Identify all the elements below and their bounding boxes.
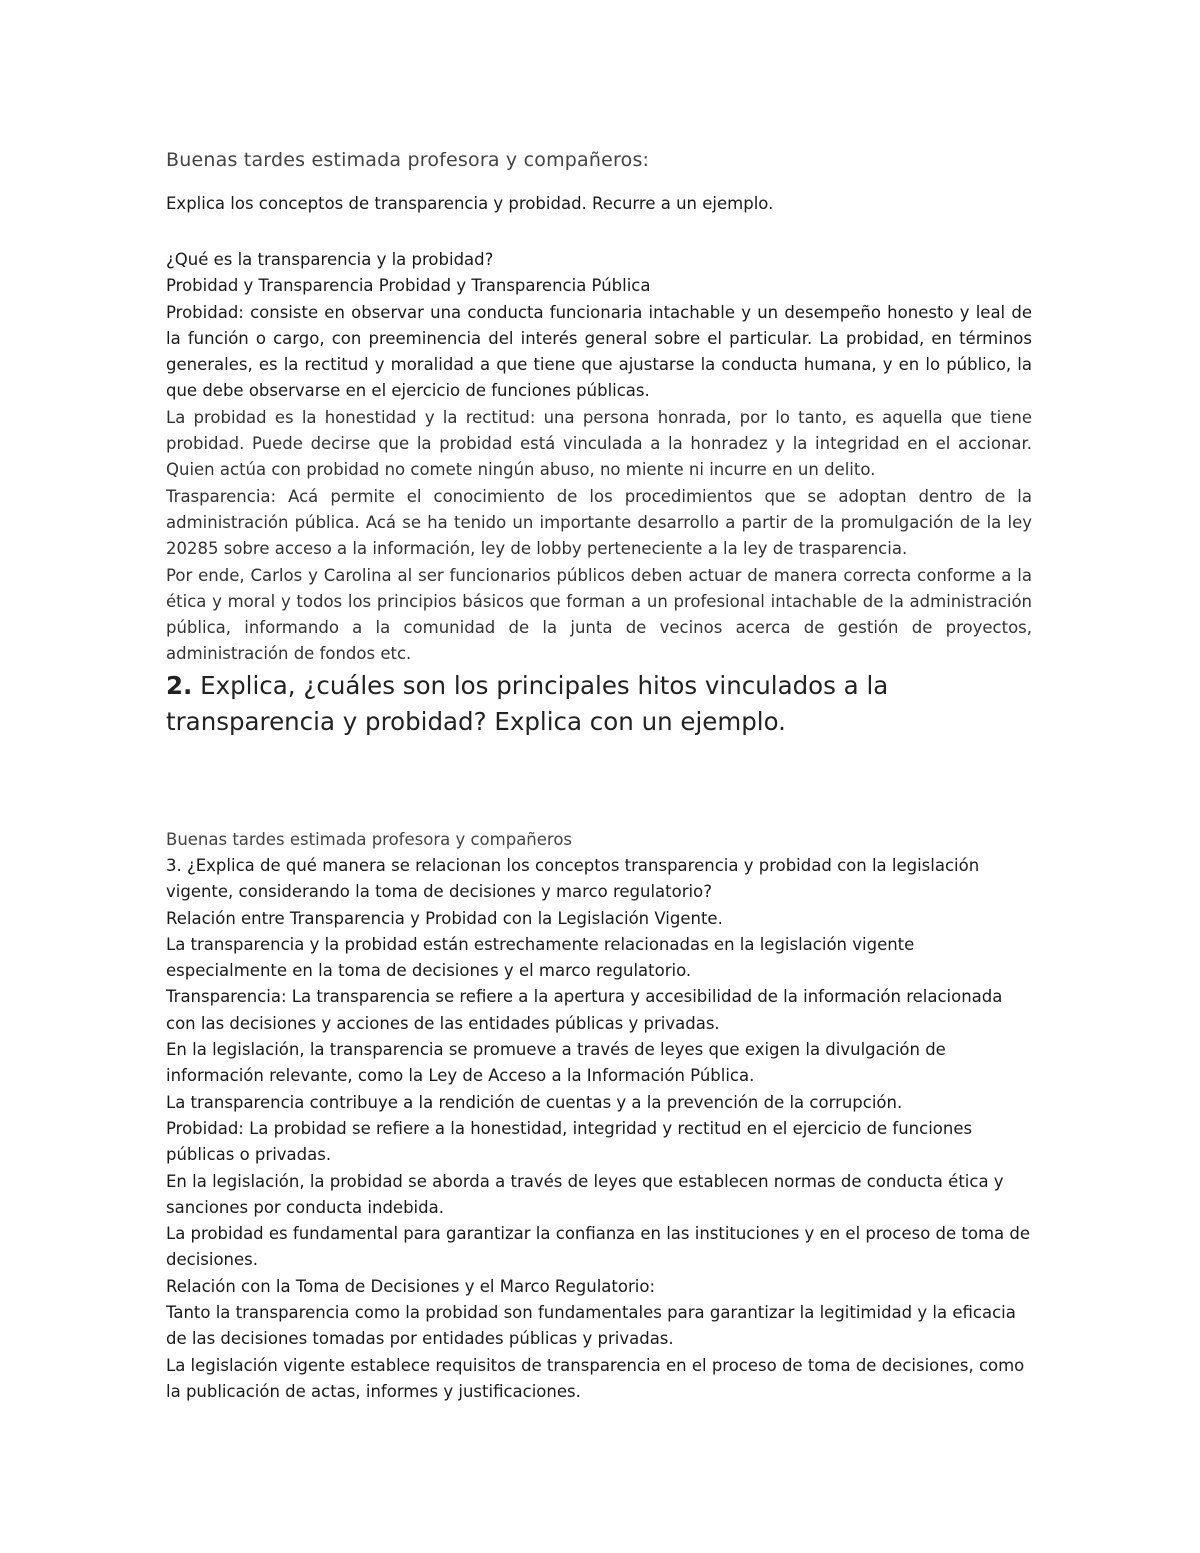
relation-title: Relación entre Transparencia y Probidad con la Legislación Vigente. xyxy=(166,908,723,928)
probidad-explanation: La probidad es la honestidad y la rectitud: una persona honrada, por lo tanto, es aquella que tiene probidad. Puede decirse que la probidad está vinculada a la honradez y la integridad en el accionar. Quien actúa con probidad no comete ningún abuso, no miente ni incurre en un delito. xyxy=(166,407,1032,480)
subtitle-line: Probidad y Transparencia Probidad y Transparencia Pública xyxy=(166,276,651,296)
assignment-prompt: Explica los conceptos de transparencia y probidad. Recurre a un ejemplo. xyxy=(166,194,774,213)
paragraph: La probidad es fundamental para garantizar la confianza en las instituciones y en el proceso de toma de decisiones. xyxy=(166,1224,1031,1270)
paragraph: Probidad: La probidad se refiere a la honestidad, integridad y rectitud en el ejercicio de funciones públicas o privadas. xyxy=(166,1118,973,1165)
paragraph: La legislación vigente establece requisitos de transparencia en el proceso de toma de decisiones, como la publicación de actas, informes y justificaciones. xyxy=(166,1355,1025,1401)
greeting-heading: Buenas tardes estimada profesora y compañeros: xyxy=(166,149,650,171)
question-3-line: 3. ¿Explica de qué manera se relacionan los conceptos transparencia y probidad con la legislación vigente, considerando la toma de decisiones y marco regulatorio? xyxy=(166,856,980,902)
example-paragraph: Por ende, Carlos y Carolina al ser funcionarios públicos deben actuar de manera correcta conforme a la ética y moral y todos los principios básicos que forman a un profesional intachable de la administración pública, informando a la comunidad de la junta de vecinos acerca de gestión de proyectos, administración de fondos etc. xyxy=(166,565,1032,664)
paragraph: En la legislación, la transparencia se promueve a través de leyes que exigen la divulgación de información relevante, como la Ley de Acceso a la Información Pública. xyxy=(166,1040,946,1086)
section-1-body xyxy=(166,247,1032,668)
question-2-number: 2. xyxy=(166,671,193,700)
question-line: ¿Qué es la transparencia y la probidad? xyxy=(166,250,494,269)
question-2-text: Explica, ¿cuáles son los principales hitos vinculados a la transparencia y probidad? Explica con un ejemplo. xyxy=(166,671,889,736)
paragraph: Tanto la transparencia como la probidad son fundamentales para garantizar la legitimidad y la eficacia de las decisiones tomadas por entidades públicas y privadas. xyxy=(166,1303,1016,1349)
probidad-definition: Probidad: consiste en observar una conducta funcionaria intachable y un desempeño honesto y leal de la función o cargo, con preeminencia del interés general sobre el particular. La probidad, en términos generales, es la rectitud y moralidad a que tiene que ajustarse la conducta humana, y en lo público, la que debe observarse en el ejercicio de funciones públicas. xyxy=(166,302,1032,401)
paragraph: Transparencia: La transparencia se refiere a la apertura y accesibilidad de la información relacionada con las decisiones y acciones de las entidades públicas y privadas. xyxy=(166,987,1003,1033)
question-2-heading xyxy=(166,668,1036,740)
paragraph: La transparencia contribuye a la rendición de cuentas y a la prevención de la corrupción. xyxy=(166,1092,903,1112)
section-3-body xyxy=(166,853,1034,1405)
paragraph: Relación con la Toma de Decisiones y el Marco Regulatorio: xyxy=(166,1276,655,1296)
paragraph: En la legislación, la probidad se aborda a través de leyes que establecen normas de conducta ética y sanciones por conducta indebida. xyxy=(166,1171,1004,1217)
paragraph: La transparencia y la probidad están estrechamente relacionadas en la legislación vigente especialmente en la toma de decisiones y el marco regulatorio. xyxy=(166,934,915,981)
transparencia-definition: Trasparencia: Acá permite el conocimiento de los procedimientos que se adoptan dentro de la administración pública. Acá se ha tenido un importante desarrollo a partir de la promulgación de la ley 20285 sobre acceso a la información, ley de lobby perteneciente a la ley de trasparencia. xyxy=(166,486,1032,559)
greeting-2: Buenas tardes estimada profesora y compañeros xyxy=(166,830,573,849)
